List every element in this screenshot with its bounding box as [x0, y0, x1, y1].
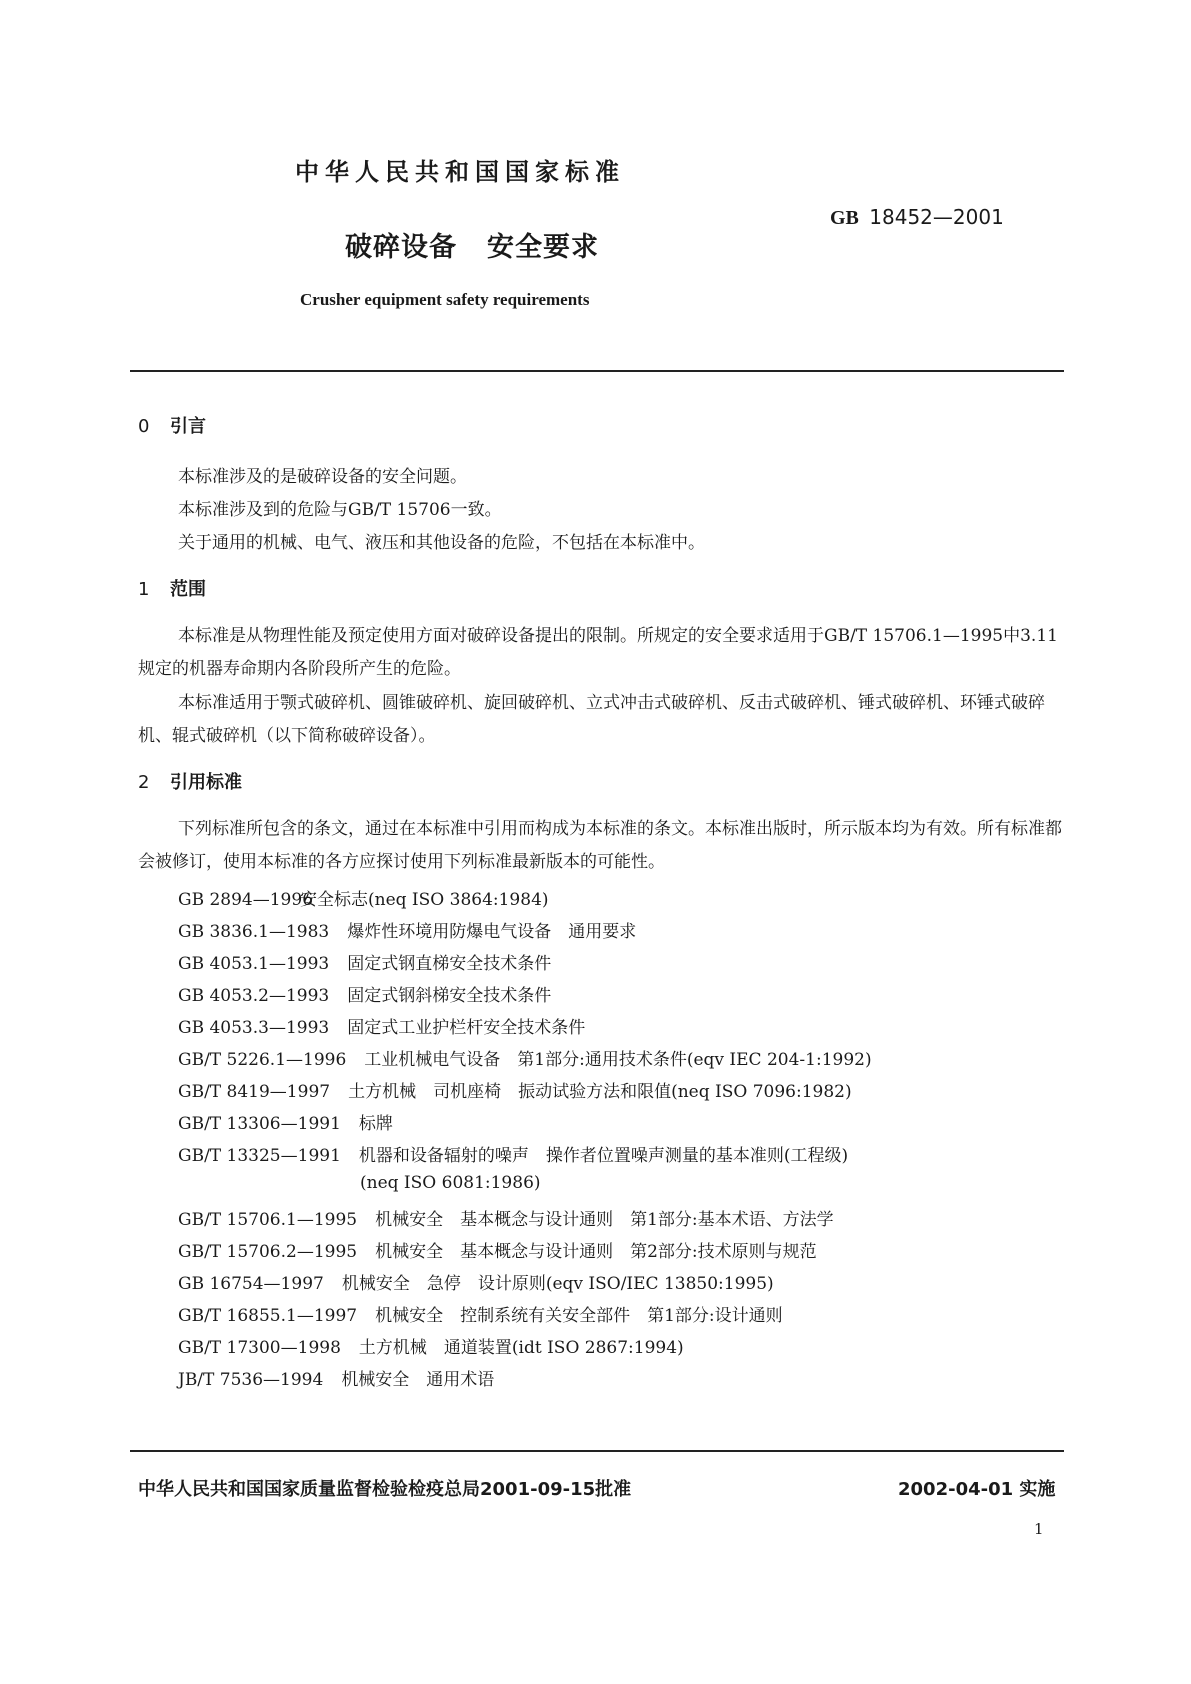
standard-prefix: GB	[830, 207, 859, 229]
title-chinese	[345, 225, 599, 264]
scope-paragraph: 本标准是从物理性能及预定使用方面对破碎设备提出的限制。所规定的安全要求适用于GB/T 15706.1—1995中3.11规定的机器寿命期内各阶段所产生的危险。	[138, 626, 1058, 679]
reference-title: 安全标志(neq ISO 3864:1984)	[300, 890, 549, 910]
reference-code: GB/T 13325—1991	[178, 1146, 341, 1166]
reference-title: 机械安全 基本概念与设计通则 第2部分:技术原则与规范	[375, 1242, 817, 1262]
reference-item	[178, 1077, 852, 1102]
scope-paragraph: 本标准适用于颚式破碎机、圆锥破碎机、旋回破碎机、立式冲击式破碎机、反击式破碎机、锤式破碎机、环锤式破碎机、辊式破碎机（以下简称破碎设备）。	[138, 693, 1045, 746]
reference-title: 爆炸性环境用防爆电气设备 通用要求	[347, 922, 637, 942]
reference-title: 土方机械 司机座椅 振动试验方法和限值(neq ISO 7096:1982)	[348, 1082, 852, 1102]
section-heading-1	[138, 575, 206, 601]
reference-code: GB/T 17300—1998	[178, 1338, 341, 1358]
reference-item	[178, 1333, 684, 1358]
bottom-divider	[130, 1450, 1064, 1452]
reference-item	[178, 1237, 817, 1262]
reference-title: 固定式工业护栏杆安全技术条件	[347, 1018, 586, 1038]
title-english: Crusher equipment safety requirements	[300, 290, 590, 309]
reference-item	[178, 885, 549, 910]
reference-code: GB/T 13306—1991	[178, 1114, 341, 1134]
national-standard-heading: 中华人民共和国国家标准	[295, 158, 625, 186]
reference-code: GB 4053.3—1993	[178, 1018, 330, 1038]
standard-code	[830, 205, 1004, 230]
reference-item	[178, 1365, 494, 1390]
section-heading-2	[138, 768, 242, 794]
reference-title: 机械安全 控制系统有关安全部件 第1部分:设计通则	[375, 1306, 783, 1326]
section-title: 引言	[170, 416, 206, 437]
reference-code: GB 3836.1—1983	[178, 922, 330, 942]
reference-item	[178, 1269, 774, 1294]
reference-code: GB/T 16855.1—1997	[178, 1306, 358, 1326]
reference-continuation: (neq ISO 6081:1986)	[360, 1173, 541, 1193]
reference-title: 固定式钢斜梯安全技术条件	[347, 986, 552, 1006]
reference-title: 土方机械 通道装置(idt ISO 2867:1994)	[358, 1338, 684, 1358]
reference-title: 机械安全 基本概念与设计通则 第1部分:基本术语、方法学	[375, 1210, 834, 1230]
reference-title: 工业机械电气设备 第1部分:通用技术条件(eqv IEC 204-1:1992)	[364, 1050, 872, 1070]
top-divider	[130, 370, 1064, 372]
reference-item	[178, 917, 636, 942]
reference-item	[178, 1045, 872, 1070]
section-title: 引用标准	[170, 772, 242, 793]
reference-code: JB/T 7536—1994	[178, 1370, 324, 1390]
title-part1: 破碎设备	[345, 232, 457, 263]
intro-line: 本标准涉及到的危险与GB/T 15706一致。	[178, 500, 502, 520]
section-title: 范围	[170, 579, 206, 600]
page-number: 1	[1034, 1520, 1044, 1538]
section-number: 2	[138, 772, 150, 793]
reference-code: GB/T 5226.1—1996	[178, 1050, 347, 1070]
section-heading-0	[138, 412, 206, 438]
reference-item	[178, 1301, 783, 1326]
standard-number: 18452—2001	[869, 205, 1004, 229]
reference-title: 机械安全 急停 设计原则(eqv ISO/IEC 13850:1995)	[341, 1274, 774, 1294]
section-number: 1	[138, 579, 150, 600]
reference-code: GB/T 15706.2—1995	[178, 1242, 358, 1262]
approval-statement: 中华人民共和国国家质量监督检验检疫总局2001-09-15批准	[138, 1479, 632, 1500]
reference-item	[178, 1205, 834, 1230]
reference-code: GB 4053.2—1993	[178, 986, 330, 1006]
reference-code: GB/T 8419—1997	[178, 1082, 331, 1102]
reference-item	[178, 949, 551, 974]
reference-title: 固定式钢直梯安全技术条件	[347, 954, 552, 974]
reference-code: GB 4053.1—1993	[178, 954, 330, 974]
effective-date: 2002-04-01 实施	[898, 1479, 1056, 1500]
reference-item	[178, 1109, 393, 1134]
reference-title: 机器和设备辐射的噪声 操作者位置噪声测量的基本准则(工程级)	[358, 1146, 849, 1166]
intro-line: 关于通用的机械、电气、液压和其他设备的危险，不包括在本标准中。	[178, 533, 705, 553]
reference-title: 机械安全 通用术语	[341, 1370, 495, 1390]
reference-item	[178, 1013, 585, 1038]
references-intro: 下列标准所包含的条文，通过在本标准中引用而构成为本标准的条文。本标准出版时，所示版本均为有效。所有标准都会被修订，使用本标准的各方应探讨使用下列标准最新版本的可能性。	[138, 819, 1062, 872]
reference-code: GB 16754—1997	[178, 1274, 324, 1294]
reference-item	[178, 981, 551, 1006]
reference-item	[178, 1141, 848, 1166]
intro-line: 本标准涉及的是破碎设备的安全问题。	[178, 467, 467, 487]
reference-code: GB/T 15706.1—1995	[178, 1210, 358, 1230]
title-part2: 安全要求	[487, 232, 599, 263]
reference-title: 标牌	[358, 1114, 393, 1134]
section-number: 0	[138, 416, 150, 437]
reference-code: GB 2894—1996	[178, 890, 314, 910]
